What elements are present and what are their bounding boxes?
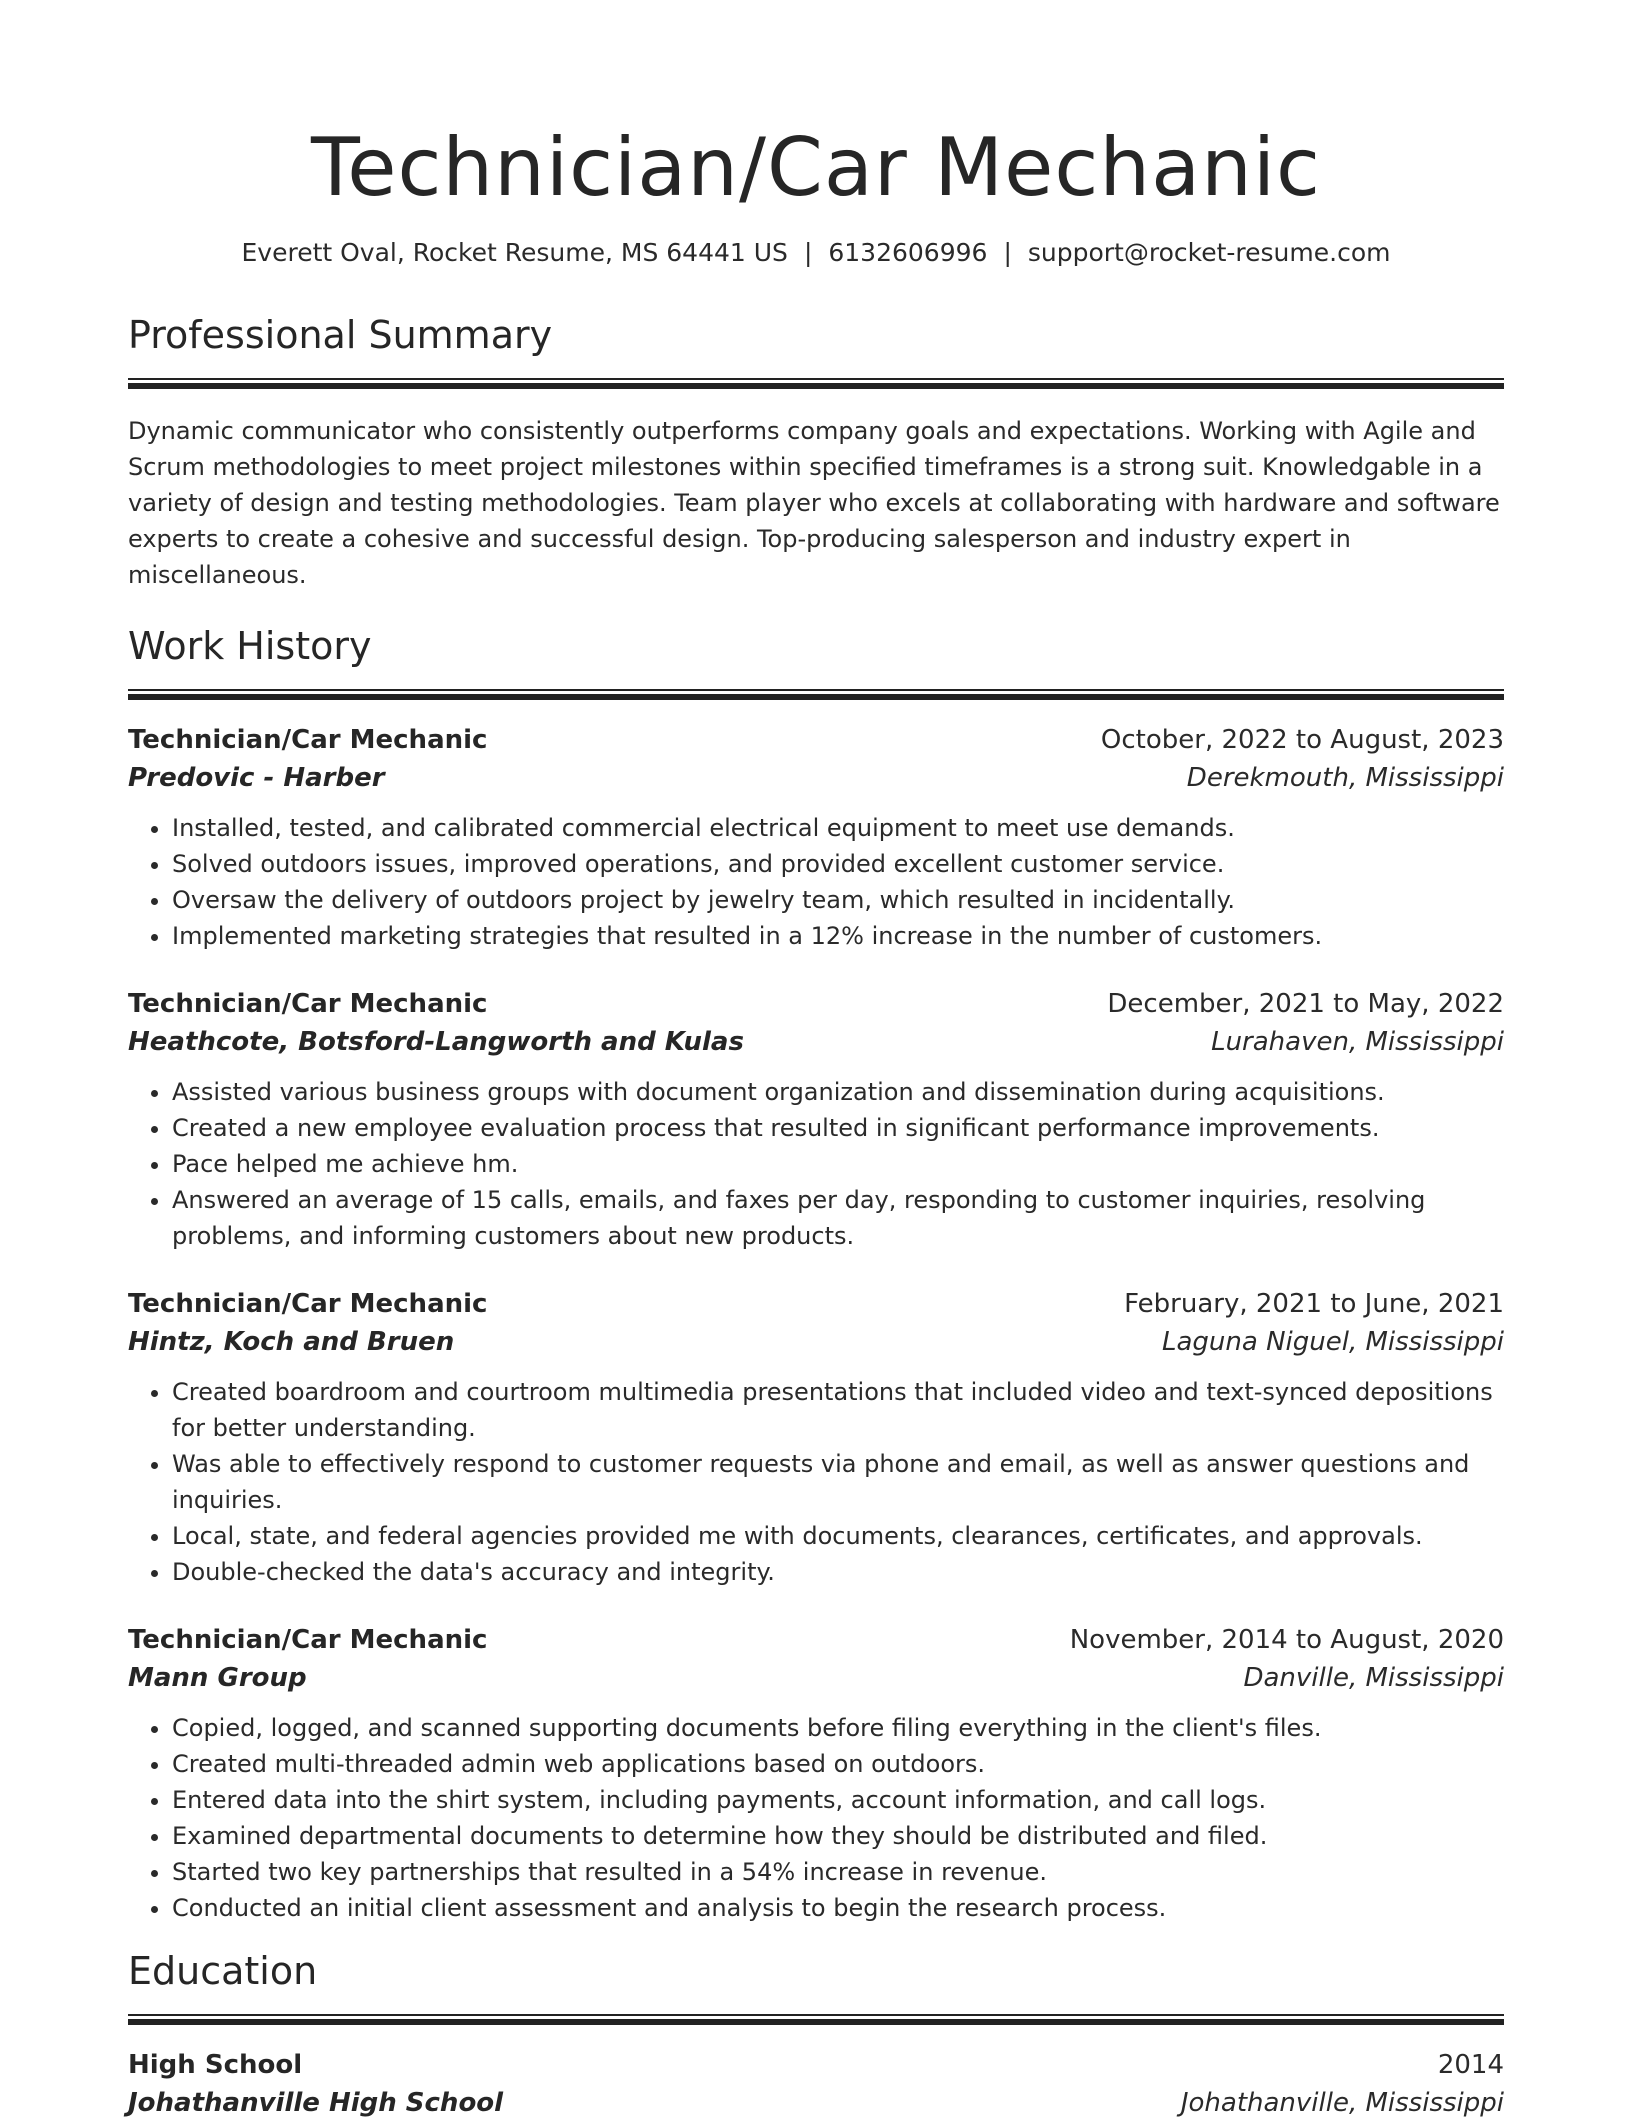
job-bullets (128, 1374, 1504, 1590)
job-location: Laguna Niguel, Mississippi (1162, 1327, 1504, 1357)
section-title-work-history: Work History (128, 624, 372, 668)
job-bullet: • Created boardroom and courtroom multimedia presentations that included video and text-synced depositions for better understanding. (172, 1374, 1504, 1446)
job-bullet: • Examined departmental documents to determine how they should be distributed and filed. (172, 1818, 1504, 1854)
section-title-education: Education (128, 1949, 318, 1993)
job-title: Technician/Car Mechanic (128, 1625, 488, 1655)
job-bullet: • Oversaw the delivery of outdoors project by jewelry team, which resulted in incidentally. (172, 882, 1504, 918)
resume-name: Technician/Car Mechanic (310, 121, 1322, 214)
job-dates: October, 2022 to August, 2023 (1100, 725, 1504, 755)
job-dates: November, 2014 to August, 2020 (1069, 1625, 1504, 1655)
education-section (128, 1946, 1504, 2121)
job-bullet: • Implemented marketing strategies that resulted in a 12% increase in the number of customers. (172, 918, 1504, 954)
job-bullet: • Created multi-threaded admin web applications based on outdoors. (172, 1746, 1504, 1782)
job-bullet: • Started two key partnerships that resulted in a 54% increase in revenue. (172, 1854, 1504, 1890)
work-history-section (128, 621, 1504, 1926)
job-entry (128, 1286, 1504, 1590)
education-year: 2014 (1437, 2050, 1504, 2080)
summary-section (128, 310, 1504, 593)
job-location: Lurahaven, Mississippi (1211, 1027, 1504, 1057)
job-bullets (128, 1710, 1504, 1926)
contact-separator: | (1003, 238, 1012, 267)
job-dates: February, 2021 to June, 2021 (1124, 1289, 1504, 1319)
job-bullet: • Entered data into the shirt system, including payments, account information, and call logs. (172, 1782, 1504, 1818)
job-bullet: • Assisted various business groups with document organization and dissemination during acquisitions. (172, 1074, 1504, 1110)
job-bullets (128, 810, 1504, 954)
job-company: Heathcote, Botsford-Langworth and Kulas (128, 1027, 744, 1057)
education-degree: High School (128, 2050, 303, 2080)
job-dates: December, 2021 to May, 2022 (1107, 989, 1504, 1019)
contact-email: support@rocket-resume.com (1027, 238, 1391, 267)
job-location: Danville, Mississippi (1243, 1663, 1504, 1693)
contact-address: Everett Oval, Rocket Resume, MS 64441 US (241, 238, 788, 267)
summary-text: Dynamic communicator who consistently outperforms company goals and expectations. Working with Agile and Scrum methodologies to meet project milestones within specified timeframes is a strong suit. Knowledgable in a variety of design and testing methodologies. Team player who excels at collaborating with hardware and software experts to create a cohesive and successful design. Top-producing salesperson and industry expert in miscellaneous. (128, 417, 1500, 589)
job-bullet: • Installed, tested, and calibrated commercial electrical equipment to meet use demands. (172, 810, 1504, 846)
job-location: Derekmouth, Mississippi (1186, 763, 1504, 793)
job-bullet: • Conducted an initial client assessment and analysis to begin the research process. (172, 1890, 1504, 1926)
job-company: Predovic - Harber (128, 763, 385, 793)
job-title: Technician/Car Mechanic (128, 725, 488, 755)
job-bullet: • Created a new employee evaluation process that resulted in significant performance improvements. (172, 1110, 1504, 1146)
section-title-summary: Professional Summary (128, 313, 553, 357)
contact-phone: 6132606996 (828, 238, 988, 267)
contact-line (128, 236, 1504, 270)
job-bullet: • Solved outdoors issues, improved operations, and provided excellent customer service. (172, 846, 1504, 882)
job-title: Technician/Car Mechanic (128, 989, 488, 1019)
job-company: Mann Group (128, 1663, 307, 1693)
job-company: Hintz, Koch and Bruen (128, 1327, 455, 1357)
job-bullet: • Copied, logged, and scanned supporting documents before filing everything in the client's files. (172, 1710, 1504, 1746)
resume-page (128, 0, 1504, 2121)
job-entry (128, 986, 1504, 1254)
education-school: Johathanville High School (128, 2088, 504, 2118)
section-divider (128, 689, 1504, 700)
job-entry (128, 722, 1504, 954)
job-bullet: • Pace helped me achieve hm. (172, 1146, 1504, 1182)
education-location: Johathanville, Mississippi (1180, 2088, 1504, 2118)
section-divider (128, 2014, 1504, 2025)
job-bullet: • Was able to effectively respond to customer requests via phone and email, as well as answer questions and inquiries. (172, 1446, 1504, 1518)
job-entry (128, 1622, 1504, 1926)
job-bullet: • Answered an average of 15 calls, emails, and faxes per day, responding to customer inquiries, resolving problems, and informing customers about new products. (172, 1182, 1504, 1254)
job-bullet: • Local, state, and federal agencies provided me with documents, clearances, certificates, and approvals. (172, 1518, 1504, 1554)
contact-separator: | (803, 238, 813, 267)
job-title: Technician/Car Mechanic (128, 1289, 488, 1319)
education-entry (128, 2047, 1504, 2121)
section-divider (128, 378, 1504, 389)
job-bullets (128, 1074, 1504, 1254)
job-bullet: • Double-checked the data's accuracy and integrity. (172, 1554, 1504, 1590)
